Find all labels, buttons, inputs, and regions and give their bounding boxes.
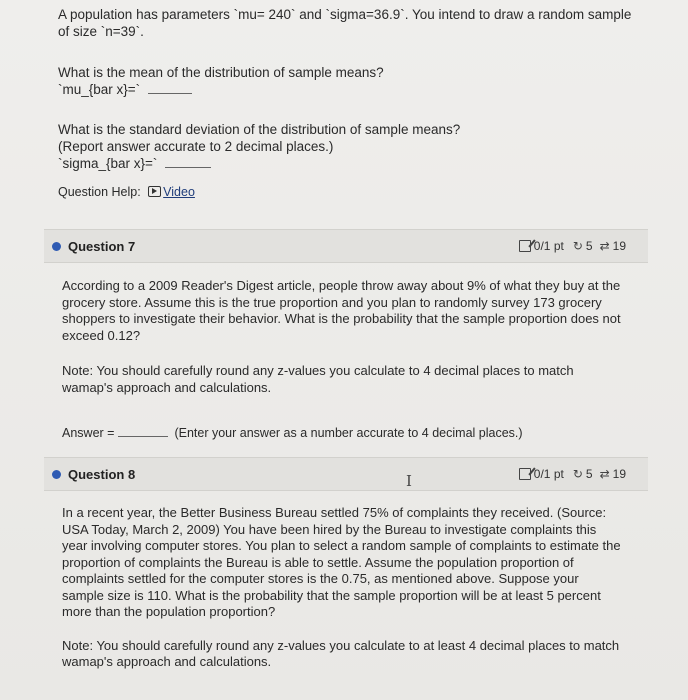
q8-retries: 5 (585, 467, 593, 481)
q8-attempts: 19 (612, 467, 626, 481)
question-8-body (62, 505, 622, 671)
question-7-body (62, 278, 622, 396)
video-icon (148, 186, 161, 197)
q7-answer-label: Answer = (62, 426, 115, 440)
q6-sd-label: `sigma_{bar x}=` (58, 156, 158, 171)
q7-score: 0/1 pt (533, 239, 564, 253)
q6-mean-label: `mu_{bar x}=` (58, 82, 141, 97)
question-help-label: Question Help: (58, 185, 141, 199)
q8-score: 0/1 pt (533, 467, 564, 481)
q6-sd-note: (Report answer accurate to 2 decimal places.) (58, 139, 334, 154)
q8-text: In a recent year, the Better Business Bureau settled 75% of complaints they received. (Source: USA Today, March 2, 2009) You have been hired by the Bureau to investigate complaints this year involving computer stores. You plan to select a random sample of complaints to estimate the proportion of complaints the Bureau is able to settle. Assume the population proportion of complaints settled for the computer stores is the 0.75, as mentioned above. Suppose your sample size is 110. What is the probability that the sample proportion will be at least 5 percent more than the population proportion? (62, 505, 621, 619)
score-icon (519, 468, 531, 480)
q7-text: According to a 2009 Reader's Digest article, people throw away about 9% of what they buy at the grocery store. Assume this is the true proportion and you plan to randomly survey 173 grocery shoppers to investigate their behavior. What is the probability that the sample proportion does not exceed 0.12? (62, 278, 621, 343)
question-7-meta (519, 239, 626, 253)
q7-attempts: 19 (612, 239, 626, 253)
question-help (58, 184, 638, 201)
question-status-dot (52, 470, 61, 479)
q6-intro: A population has parameters `mu= 240` and `sigma=36.9`. You intend to draw a random sample of size `n=39`. (58, 7, 632, 39)
q7-answer-row (62, 424, 523, 440)
q7-answer-hint: (Enter your answer as a number accurate to 4 decimal places.) (174, 426, 523, 440)
retry-icon: ↻ (572, 239, 583, 253)
q7-retries: 5 (585, 239, 593, 253)
video-help-link[interactable] (148, 185, 195, 199)
q6-mean-row (58, 81, 638, 98)
q6-sd-input[interactable] (165, 155, 211, 168)
question-7-title: Question 7 (68, 238, 136, 254)
q6-sd-question: What is the standard deviation of the distribution of sample means? (58, 122, 461, 137)
question-8-title: Question 8 (68, 466, 136, 482)
retry-icon: ↻ (572, 467, 583, 481)
question-status-dot (52, 242, 61, 251)
video-link-label: Video (163, 185, 195, 199)
attempts-icon: ⇄ (599, 467, 610, 481)
question-6-body (58, 6, 638, 201)
q6-sd-row (58, 155, 638, 172)
q7-answer-input[interactable] (118, 424, 168, 437)
attempts-icon: ⇄ (599, 239, 610, 253)
question-7-header (44, 229, 648, 263)
score-icon (519, 240, 531, 252)
q7-note: Note: You should carefully round any z-values you calculate to 4 decimal places to match wamap's approach and calculations. (62, 363, 574, 395)
question-8-header (44, 457, 648, 491)
q6-mean-input[interactable] (148, 81, 192, 94)
q6-mean-question: What is the mean of the distribution of sample means? (58, 65, 384, 80)
text-cursor-icon: I (406, 472, 412, 490)
question-8-meta (519, 467, 626, 481)
q8-note: Note: You should carefully round any z-values you calculate to at least 4 decimal places to match wamap's approach and calculations. (62, 637, 620, 669)
